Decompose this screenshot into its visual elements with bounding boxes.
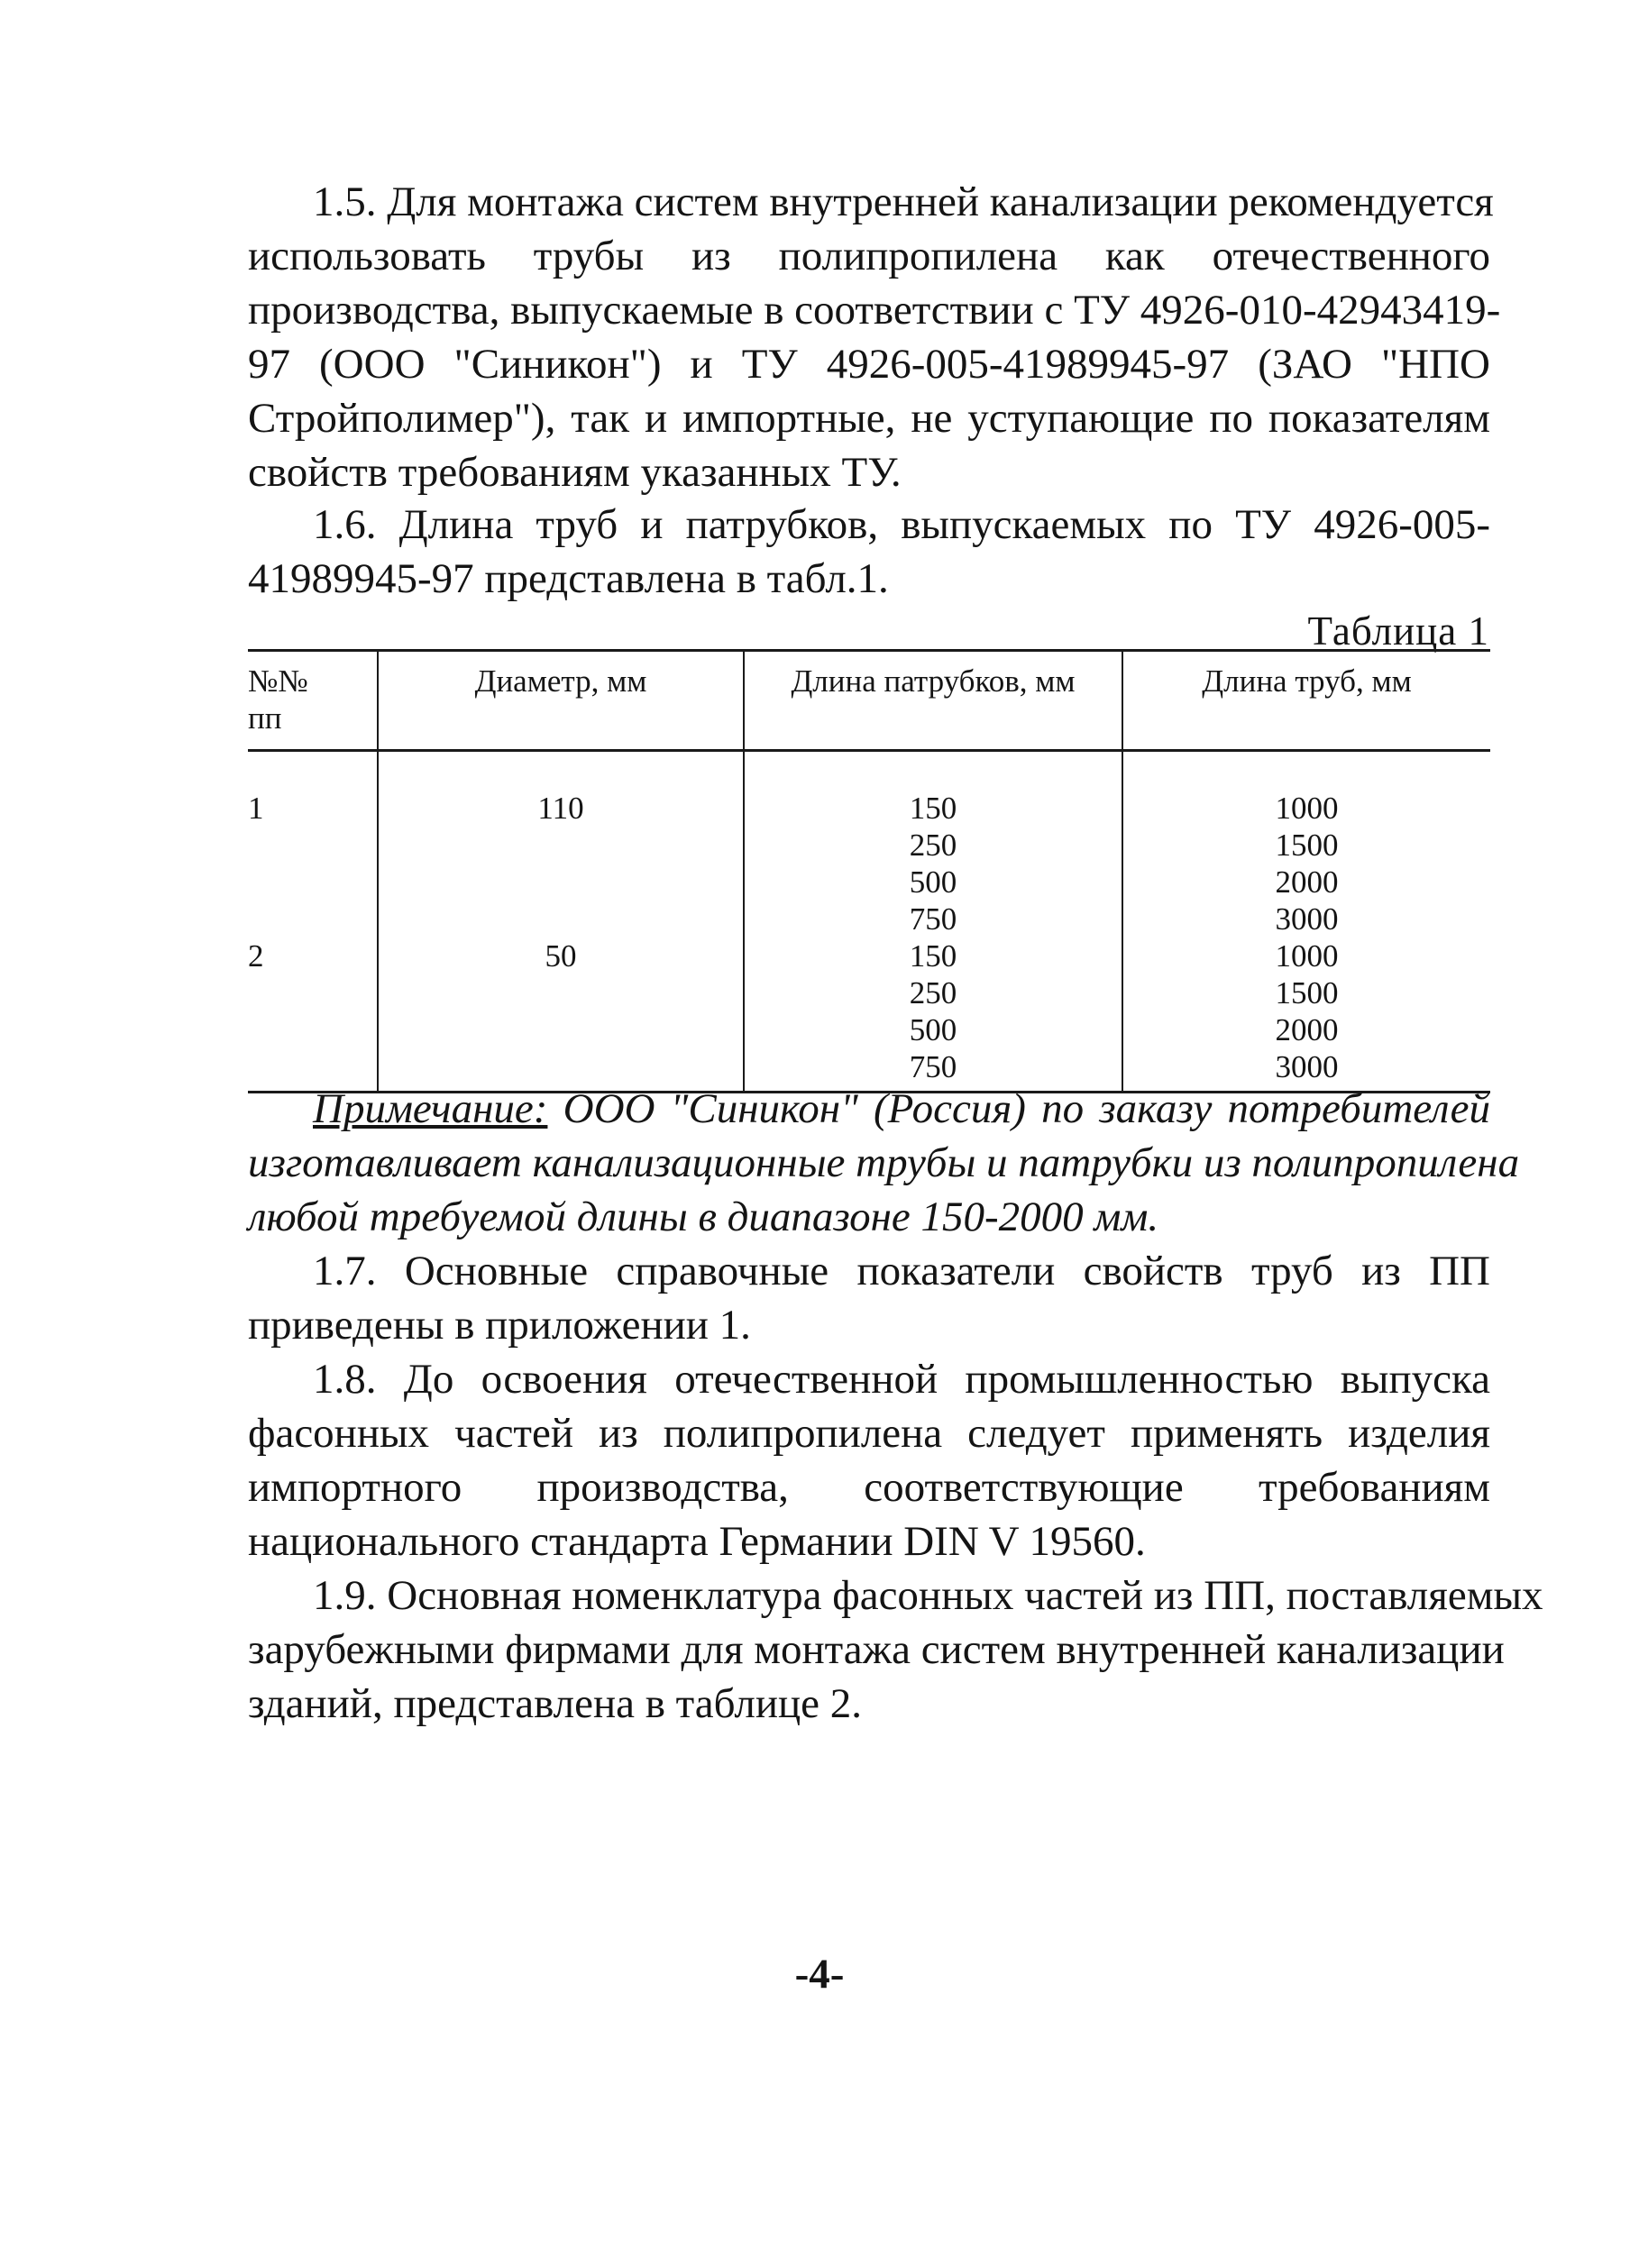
text-line: 1.9. Основная номенклатура фасонных частей из ПП, поставляемых — [313, 1572, 1543, 1619]
header-nozzle-length: Длина патрубков, мм — [744, 651, 1122, 751]
header-diameter: Диаметр, мм — [378, 651, 744, 751]
note-label: Примечание: — [313, 1085, 548, 1132]
nozzle-length-value: 150 — [909, 791, 957, 826]
header-pipe-length: Длина труб, мм — [1122, 651, 1490, 751]
note-line — [248, 1082, 1490, 1136]
nozzle-length-value: 150 — [909, 938, 957, 974]
pipe-length-value: 1000 — [1275, 938, 1339, 974]
nozzle-length-value: 250 — [909, 975, 957, 1011]
paragraph-1-8 — [248, 1352, 1490, 1568]
text-line: свойств требованиям указанных ТУ. — [248, 449, 902, 496]
text-line: Стройполимер"), так и импортные, не уступающие по показателям — [248, 395, 1490, 442]
pipe-length-value: 3000 — [1275, 901, 1339, 937]
header-number-line2: пп — [248, 700, 282, 736]
row-pipe-lengths — [1122, 751, 1490, 938]
row-nozzle-lengths — [744, 751, 1122, 938]
nozzle-length-value: 500 — [909, 864, 957, 900]
nozzle-length-value: 250 — [909, 828, 957, 863]
nozzle-length-value: 750 — [909, 1049, 957, 1084]
pipe-length-value: 2000 — [1275, 1012, 1339, 1047]
paragraph-1-6 — [248, 498, 1490, 606]
note-line: любой требуемой длины в диапазоне 150-2000 мм. — [248, 1193, 1159, 1240]
table-row — [248, 751, 1490, 938]
row-number: 2 — [248, 938, 264, 974]
pipe-length-value: 3000 — [1275, 1049, 1339, 1084]
pipe-length-value: 1500 — [1275, 975, 1339, 1011]
text-line: 1.8. До освоения отечественной промышленностью выпуска — [313, 1356, 1490, 1403]
text-line: 1.7. Основные справочные показатели свойств труб из ПП — [313, 1248, 1490, 1294]
table-header-row — [248, 651, 1490, 751]
nozzle-length-value: 750 — [909, 901, 957, 937]
text-line: 1.5. Для монтажа систем внутренней канализации рекомендуется — [313, 178, 1494, 225]
row-number: 1 — [248, 791, 264, 826]
table-note — [248, 1082, 1520, 1244]
row-nozzle-lengths — [744, 937, 1122, 1093]
note-line: изготавливает канализационные трубы и патрубки из полипропилена — [248, 1139, 1520, 1186]
text-line: производства, выпускаемые в соответствии с ТУ 4926-010-42943419- — [248, 287, 1501, 334]
text-line: использовать трубы из полипропилена как отечественного — [248, 233, 1490, 279]
pipe-length-table — [248, 649, 1490, 1093]
row-diameter: 110 — [378, 751, 744, 938]
row-pipe-lengths — [1122, 937, 1490, 1093]
text-line: национального стандарта Германии DIN V 19560. — [248, 1518, 1146, 1565]
page-number: -4- — [794, 1951, 845, 1998]
row-diameter: 50 — [378, 937, 744, 1093]
header-number — [248, 651, 378, 751]
text-line: 1.6. Длина труб и патрубков, выпускаемых по ТУ 4926-005- — [313, 501, 1490, 548]
text-line: зданий, представлена в таблице 2. — [248, 1680, 863, 1727]
text-line: 97 (ООО "Синикон") и ТУ 4926-005-41989945-97 (ЗАО "НПО — [248, 341, 1490, 388]
text-line: приведены в приложении 1. — [248, 1302, 751, 1349]
text-line: фасонных частей из полипропилена следует применять изделия — [248, 1410, 1490, 1457]
pipe-length-value: 1000 — [1275, 791, 1339, 826]
header-number-line1: №№ — [248, 663, 308, 699]
note-text: ООО "Синикон" (Россия) по заказу потребителей — [547, 1085, 1490, 1132]
text-line: зарубежными фирмами для монтажа систем внутренней канализации — [248, 1626, 1505, 1673]
table-row — [248, 937, 1490, 1093]
pipe-length-value: 1500 — [1275, 828, 1339, 863]
paragraph-1-9 — [248, 1568, 1543, 1731]
pipe-length-value: 2000 — [1275, 864, 1339, 900]
nozzle-length-value: 500 — [909, 1012, 957, 1047]
table-caption: Таблица 1 — [1307, 608, 1489, 654]
paragraph-1-7 — [248, 1244, 1490, 1352]
paragraph-1-5 — [248, 175, 1501, 499]
text-line: 41989945-97 представлена в табл.1. — [248, 555, 889, 602]
text-line: импортного производства, соответствующие требованиям — [248, 1464, 1490, 1511]
